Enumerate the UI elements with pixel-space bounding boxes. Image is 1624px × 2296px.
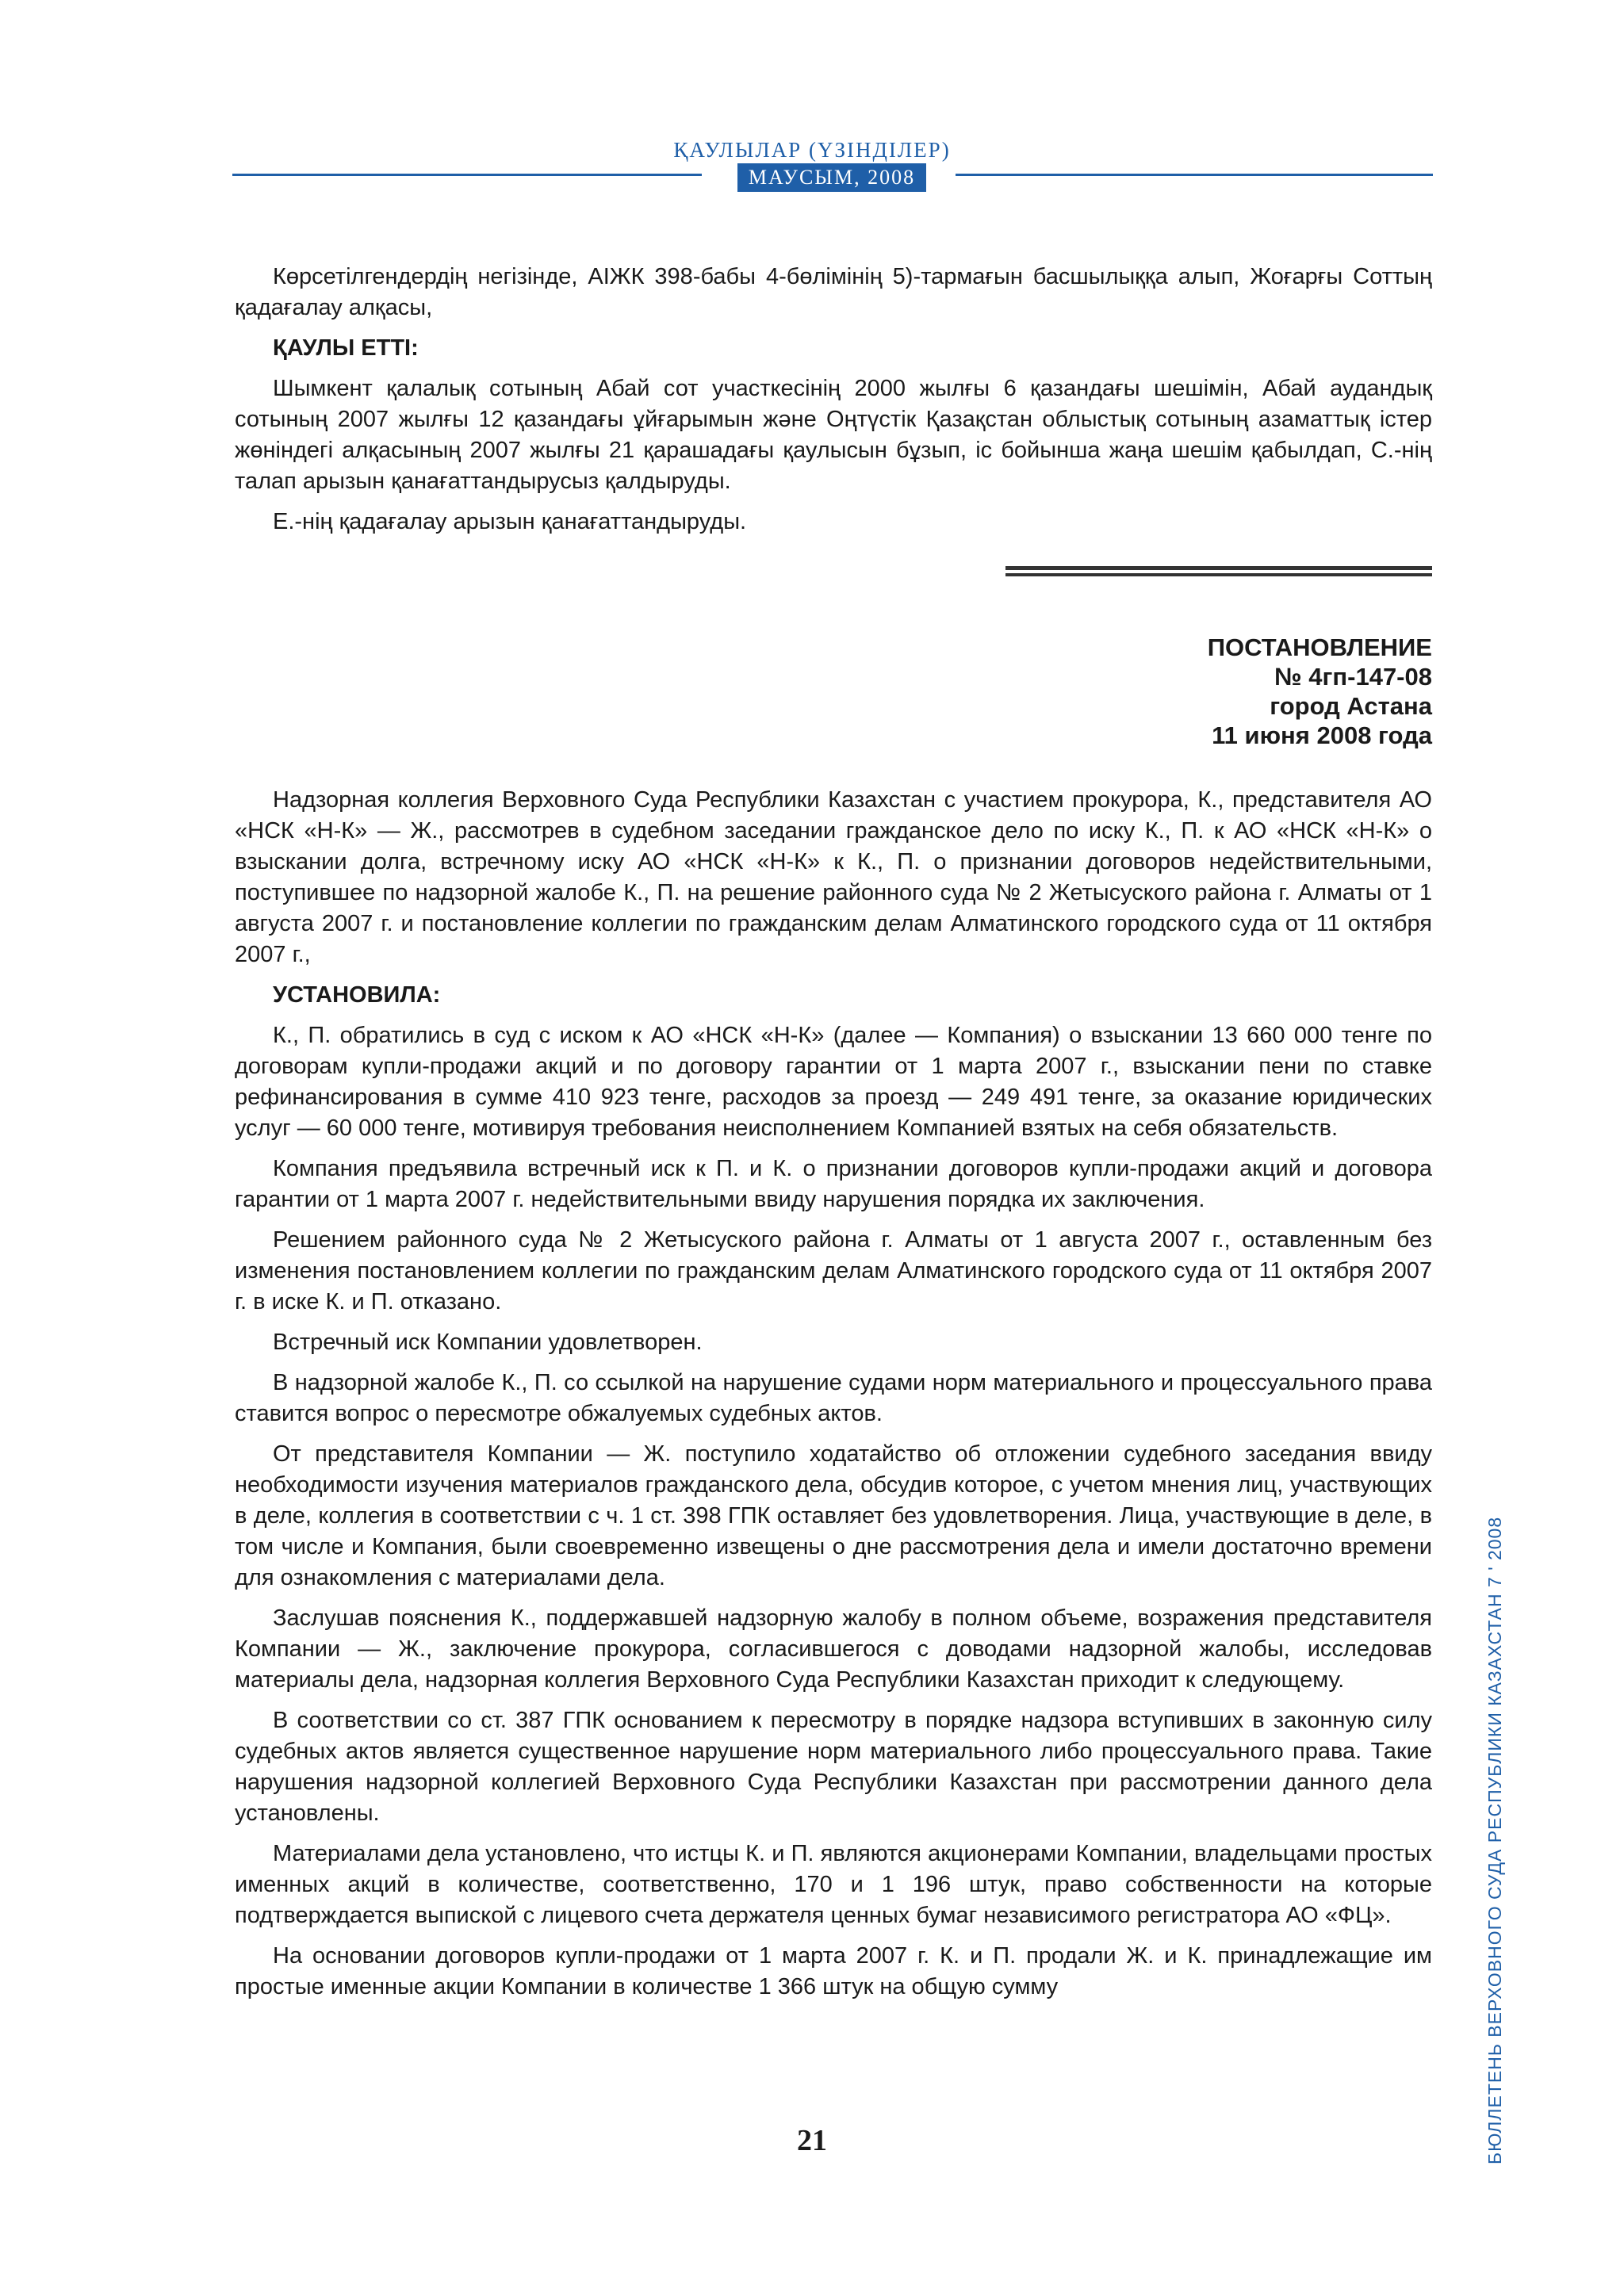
ru-heading: УСТАНОВИЛА: [273, 982, 441, 1008]
ru-paragraph: В соответствии со ст. 387 ГПК основанием к пересмотру в порядке надзора вступивших в законную силу судебных актов является существенное нарушение норм материального либо процессуального права. Такие нарушения надзорной коллегией Верховного Суда Республики Казахстан при рассмотрении данного дела установлены. [235, 1708, 1432, 1826]
separator-bar [1005, 566, 1432, 570]
side-journal-label: БЮЛЛЕТЕНЬ ВЕРХОВНОГО СУДА РЕСПУБЛИКИ КАЗАХСТАН 7 ' 2008 [1484, 1516, 1505, 2164]
ru-paragraph: Материалами дела установлено, что истцы К. и П. являются акционерами Компании, владельцами простых именных акций в количестве, соответственно, 170 и 1 196 штук, право собственности на которые подтверждается выпиской с лицевого счета держателя ценных бумаг независимого регистратора АО «ФЦ». [235, 1841, 1432, 1928]
kz-paragraph: Е.-нің қадағалау арызын қанағаттандыруды. [273, 509, 747, 534]
resolution-date: 11 июня 2008 года [1212, 721, 1432, 749]
resolution-title: ПОСТАНОВЛЕНИЕ [1207, 633, 1432, 661]
header-title: ҚАУЛЫЛАР (ҮЗІНДІЛЕР) [673, 138, 951, 162]
header-rule-left [232, 174, 702, 176]
section-separator [235, 547, 1432, 579]
page-number: 21 [797, 2124, 827, 2157]
ru-intro-paragraph: Надзорная коллегия Верховного Суда Республики Казахстан с участием прокурора, К., представителя АО «НСК «Н-К» — Ж., рассмотрев в судебном заседании гражданское дело по иску К., П. к АО «НСК «Н-К» о взыскании долга, встречному иску АО «НСК «Н-К» к К., П. о признании договоров недействительными, поступившее по надзорной жалобе К., П. на решение районного суда № 2 Жетысуского района г. Алматы от 1 августа 2007 г. и постановление коллегии по гражданским делам Алматинского городского суда от 11 октября 2007 г., [235, 787, 1432, 967]
ru-paragraph: Заслушав пояснения К., поддержавшей надзорную жалобу в полном объеме, возражения представителя Компании — Ж., заключение прокурора, согласившегося с доводами надзорной жалобы, исследовав материалы дела, надзорная коллегия Верховного Суда Республики Казахстан приходит к следующему. [235, 1605, 1432, 1693]
ru-paragraph: К., П. обратились в суд с иском к АО «НСК «Н-К» (далее — Компания) о взыскании 13 660 000 тенге по договорам купли-продажи акций и по договору гарантии от 1 марта 2007 г., взыскании пени по ставке рефинансирования в сумме 410 923 тенге, расходов за проезд — 249 491 тенге, за оказание юридических услуг — 60 000 тенге, мотивируя требования неисполнением Компанией взятых на себя обязательств. [235, 1023, 1432, 1141]
header-rule-right [956, 174, 1433, 176]
ru-paragraph: Встречный иск Компании удовлетворен. [273, 1330, 703, 1355]
resolution-title-block [235, 633, 1432, 750]
ru-paragraph: От представителя Компании — Ж. поступило ходатайство об отложении судебного заседания ввиду необходимости изучения материалов гражданского дела, обсудив которое, с учетом мнения лиц, участвующих в деле, коллегия в соответствии с ч. 1 ст. 398 ГПК оставляет без удовлетворения. Лица, участвующие в деле, в том числе и Компания, были своевременно извещены о дне рассмотрения дела и имели достаточно времени для ознакомления с материалами дела. [235, 1441, 1432, 1590]
kz-paragraph: Көрсетілгендердің негізінде, АІЖК 398-бабы 4-бөлімінің 5)-тармағын басшылыққа алып, Жоғарғы Соттың қадағалау алқасы, [235, 264, 1432, 320]
ru-paragraph: На основании договоров купли-продажи от 1 марта 2007 г. К. и П. продали Ж. и К. принадлежащие им простые именные акции Компании в количестве 1 366 штук на общую сумму [235, 1943, 1432, 1999]
separator-bar [1005, 573, 1432, 576]
ru-paragraph: Решением районного суда № 2 Жетысуского района г. Алматы от 1 августа 2007 г., оставленным без изменения постановлением коллегии по гражданским делам Алматинского городского суда от 11 октября 2007 г. в иске К. и П. отказано. [235, 1227, 1432, 1314]
ru-paragraph: В надзорной жалобе К., П. со ссылкой на нарушение судами норм материального и процессуального права ставится вопрос о пересмотре обжалуемых судебных актов. [235, 1370, 1432, 1426]
kz-heading: ҚАУЛЫ ЕТТІ: [273, 335, 419, 361]
document-body [235, 262, 1432, 2012]
resolution-number: № 4гп-147-08 [1274, 663, 1432, 691]
page-header [0, 0, 1624, 206]
header-issue-badge: МАУСЫМ, 2008 [737, 163, 926, 192]
kz-paragraph: Шымкент қалалық сотының Абай сот участкесінің 2000 жылғы 6 қазандағы шешімін, Абай аудандық сотының 2007 жылғы 12 қазандағы ұйғарымын және Оңтүстік Қазақстан облыстық сотының азаматтық істер жөніндегі алқасының 2007 жылғы 21 қарашадағы қаулысын бұзып, іс бойынша жаңа шешім қабылдап, С.-нің талап арызын қанағаттандырусыз қалдыруды. [235, 376, 1432, 494]
resolution-city: город Астана [1270, 692, 1432, 720]
ru-paragraph: Компания предъявила встречный иск к П. и К. о признании договоров купли-продажи акций и договора гарантии от 1 марта 2007 г. недействительными ввиду нарушения порядка их заключения. [235, 1156, 1432, 1212]
